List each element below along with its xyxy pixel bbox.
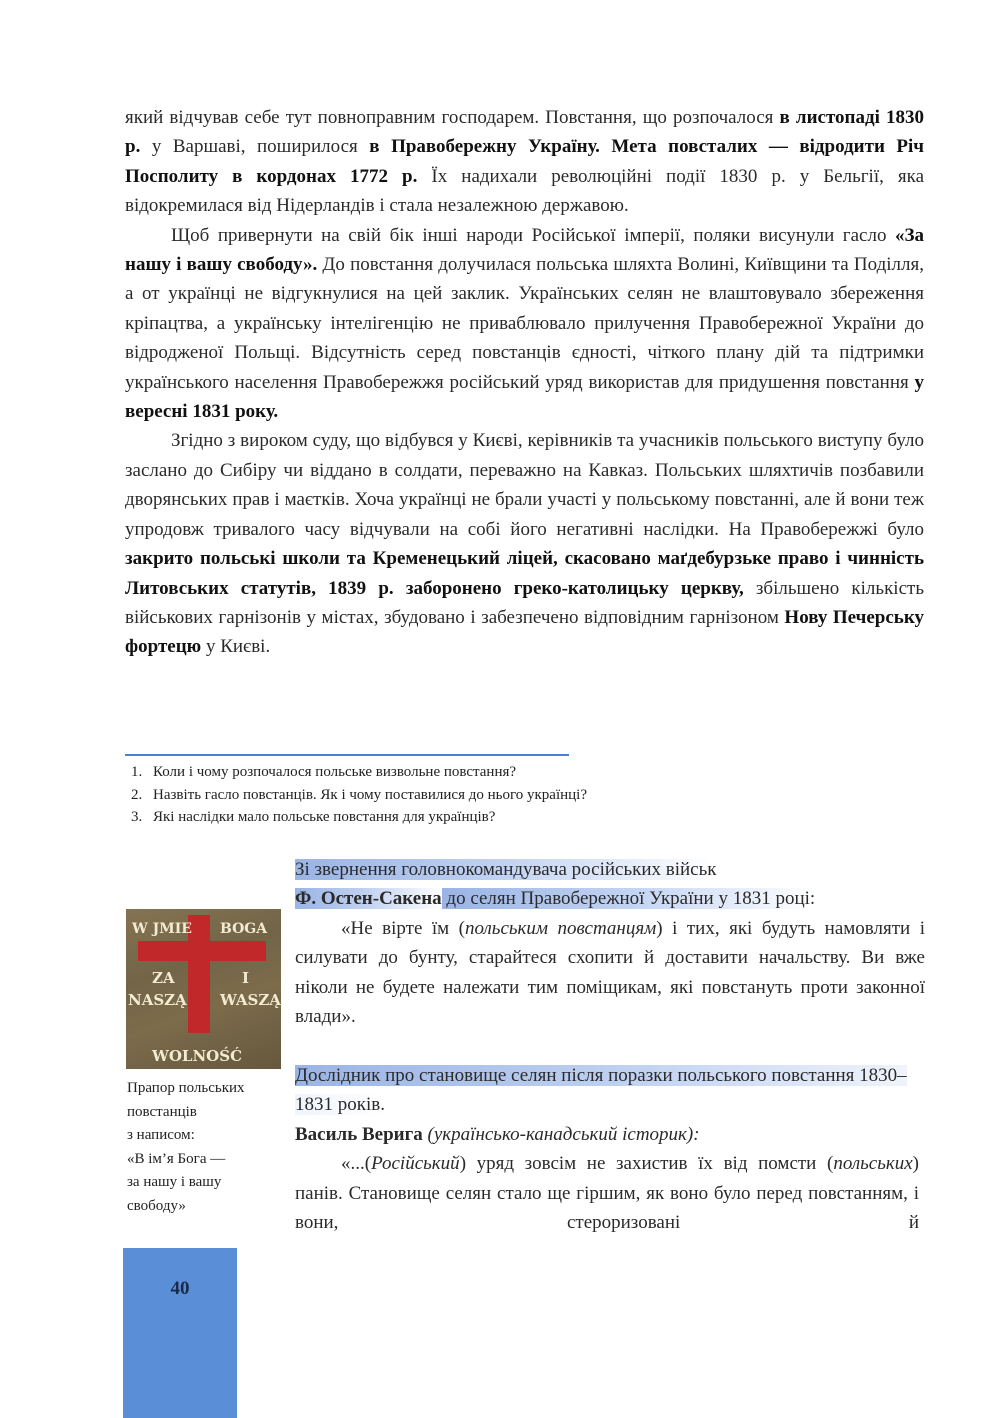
source-quote: [295, 914, 925, 1032]
text-run: Щоб привернути на свій бік інші народи Російської імперії, поляки висунули гасло: [171, 224, 895, 246]
source-quote: [295, 1149, 919, 1237]
question-number: 1.: [131, 764, 143, 780]
source-heading: [295, 855, 925, 884]
flag-word: BOGA: [220, 921, 268, 937]
flag-image: [126, 909, 281, 1069]
question-text: Коли і чому розпочалося польське визвольне повстання?: [153, 764, 517, 780]
question-list: [131, 761, 921, 829]
question-text: Які наслідки мало польське повстання для українців?: [153, 809, 496, 825]
bold-run: в Правобережну Україну. Мета повсталих — відродити Річ Посполиту в кордонах 1772 р.: [125, 136, 924, 187]
page-number-tab: [123, 1248, 237, 1418]
caption-line: «В ім’я Бога —: [127, 1150, 226, 1167]
question-item: [131, 761, 921, 784]
bold-run: «За нашу і вашу свободу».: [125, 224, 924, 276]
flag-word: W JMIE: [132, 921, 192, 937]
quote-text: ) уряд зовсім не захистив їх від помсти (: [459, 1153, 834, 1175]
question-item: [131, 784, 921, 807]
section-divider: [125, 754, 569, 756]
paragraph-2: [125, 221, 924, 427]
source-author-line: [295, 884, 925, 913]
source-heading: [295, 1061, 919, 1120]
bold-run: Нову Печерську фортецю: [125, 606, 925, 658]
question-number: 3.: [131, 809, 143, 825]
source-author-note: (українсько-канадський історик):: [422, 1123, 700, 1145]
question-text: Назвіть гасло повстанців. Як і чому поставилися до нього українці?: [153, 786, 588, 803]
source-block-2: [295, 1061, 919, 1237]
quote-text: ) і тих, які будуть намовляти і силувати до бунту, старайтеся схопити й доставити начальству. Ви вже ніколи не будете належати тим поміщикам, які повстануть проти законної влади».: [295, 917, 925, 1028]
source-heading-text: Зі звернення головнокомандувача російських військ: [295, 859, 717, 880]
text-run: Згідно з вироком суду, що відбувся у Києві, керівників та учасників польського виступу було заслано до Сибіру чи віддано в солдати, переважно на Кавказ. Польських шляхтичів позбавили дворянських прав і маєтків. Хоча українці не брали участі у польському повстанні, але й вони теж упродовж тривалого часу відчували на собі його негативні наслідки. На Правобережжі було: [125, 430, 924, 540]
source-heading-text: Дослідник про становище селян після поразки польського повстання 1830–1831 років.: [295, 1065, 907, 1116]
text-run: Їх надихали революційні події 1830 р. у Бельгії, яка відокремилася від Нідерландів і стала незалежною державою.: [125, 165, 925, 217]
image-caption: [127, 1077, 277, 1219]
text-run: у Варшаві, поширилося: [140, 136, 370, 158]
source-author: Василь Верига: [295, 1123, 423, 1145]
bold-run: закрито польські школи та Кременецький ліцей, скасовано маґдебурзьке право і чинність Литовських статутів, 1839 р. заборонено греко-католицьку церкву,: [125, 548, 924, 599]
flag-word: NASZĄ: [128, 991, 187, 1009]
caption-line: Прапор польських: [127, 1080, 245, 1096]
paragraph-1: [125, 103, 924, 221]
main-text: [125, 103, 924, 662]
caption-line: з написом:: [127, 1127, 195, 1144]
source-author: Ф. Остен-Сакена: [295, 888, 442, 910]
text-run: До повстання долучилася польська шляхта Волині, Київщини та Поділля, а от українці не відгукнулися на цей заклик. Українських селян не влаштовувало збереження кріпацтва, а українську інтелігенцію не приваблювало прилучення Правобережної України до відродженої Польщі. Відсутність серед повстанців єдності, чіткого плану дій та підтримки українського населення Правобережжя російський уряд використав для придушення повстання: [125, 254, 925, 393]
caption-line: за нашу і вашу: [127, 1174, 222, 1191]
caption-line: повстанців: [127, 1103, 197, 1120]
page-number: 40: [170, 1278, 190, 1299]
question-number: 2.: [131, 786, 143, 803]
quote-text: «...(: [341, 1153, 372, 1175]
flag-word: ZA: [152, 969, 175, 987]
source-heading-rest: до селян Правобережної України у 1831 році:: [441, 888, 816, 910]
text-run: який відчував себе тут повноправним господарем. Повстання, що розпочалося: [125, 107, 780, 128]
flag-illustration: [126, 909, 281, 1069]
quote-italic: польських: [833, 1153, 913, 1175]
quote-text: ) панів. Становище селян стало ще гіршим, як воно було перед повстанням, і вони, стероризовані й: [295, 1153, 919, 1234]
question-item: [131, 806, 921, 829]
quote-italic: Російський: [371, 1153, 460, 1175]
quote-italic: польським повстанцям: [464, 917, 657, 939]
quote-text: «Не вірте їм (: [341, 917, 465, 939]
flag-word: WASZĄ: [220, 991, 281, 1009]
text-run: збільшено кількість військових гарнізонів у містах, збудовано і забезпечено відповідним гарнізоном: [125, 577, 924, 628]
caption-line: свободу»: [127, 1197, 186, 1214]
paragraph-3: [125, 426, 924, 661]
flag-word: WOLNOŚĆ: [152, 1047, 243, 1065]
bold-run: в листопаді 1830 р.: [125, 107, 924, 158]
red-cross-horizontal: [138, 941, 266, 961]
bold-run: у вересні 1831 року.: [125, 371, 924, 423]
flag-word: I: [242, 969, 250, 987]
source-author-line: [295, 1120, 919, 1149]
text-run: у Києві.: [201, 636, 271, 658]
source-block-1: [295, 855, 925, 1031]
